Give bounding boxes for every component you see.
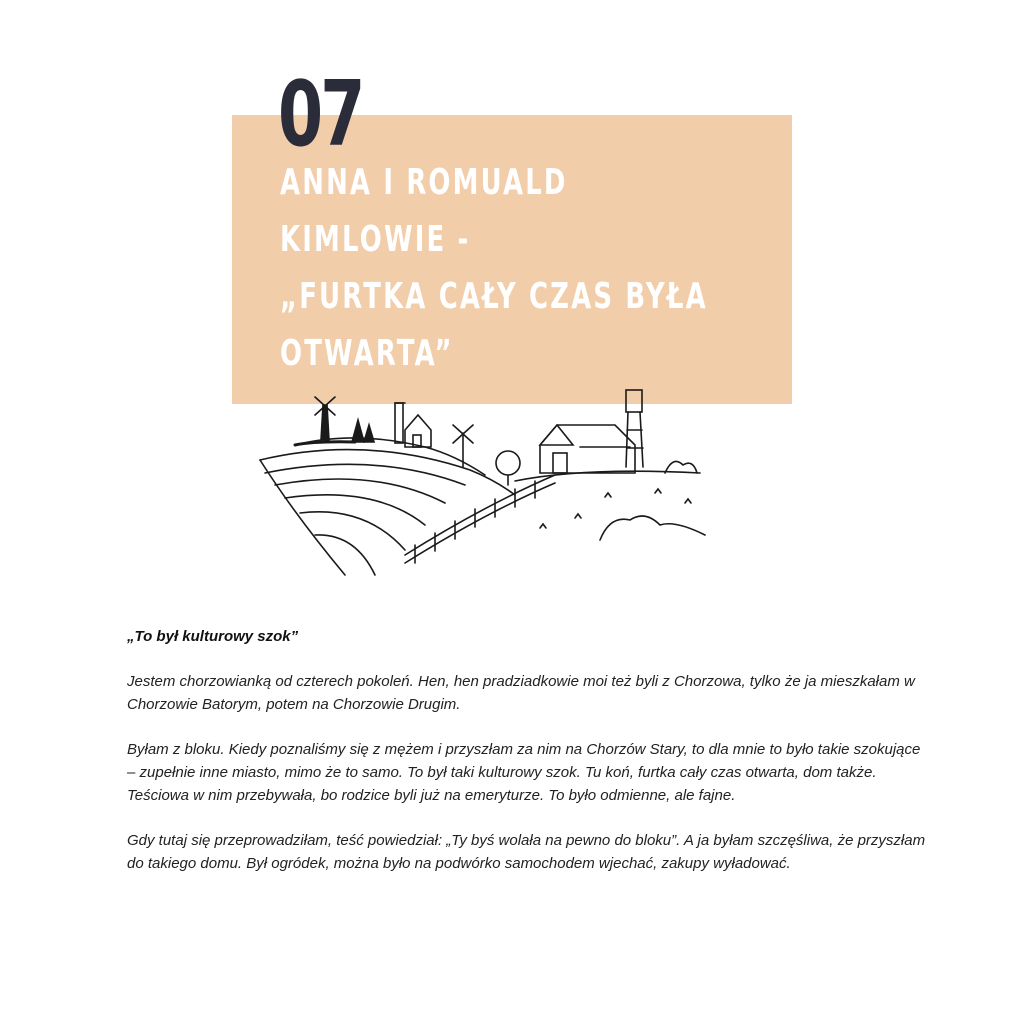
chapter-number: 07 <box>278 62 363 167</box>
barn-icon <box>540 425 635 473</box>
article-body <box>127 625 927 897</box>
title-line: „FURTKA CAŁY CZAS BYŁA <box>280 276 708 317</box>
chapter-title <box>280 154 708 382</box>
article-paragraph: Jestem chorzowianką od czterech pokoleń. Hen, hen pradziadkowie moi też byli z Chorzowa, tylko że ja mieszkałam w Chorzowie Batorym, potem na Chorzowie Drugim. <box>127 673 915 713</box>
article-subheading: „To był kulturowy szok” <box>127 628 299 645</box>
article-paragraph: Gdy tutaj się przeprowadziłam, teść powiedział: „Ty byś wolała na pewno do bloku”. A ja byłam szczęśliwa, że przyszłam do takiego domu. Był ogródek, można było na podwórko samochodem wjechać, zakupy wyładować. <box>127 832 926 872</box>
farm-landscape-icon <box>255 385 715 580</box>
barn-small-icon <box>405 415 431 447</box>
title-line: OTWARTA” <box>280 333 454 374</box>
windmill-icon <box>453 425 473 467</box>
windmill-icon <box>315 397 335 440</box>
title-line: ANNA I ROMUALD <box>280 162 568 203</box>
title-line: KIMLOWIE - <box>280 219 471 260</box>
article-paragraph: Byłam z bloku. Kiedy poznaliśmy się z mężem i przyszłam za nim na Chorzów Stary, to dla mnie to było takie szokujące – zupełnie inne miasto, mimo że to samo. To był taki kulturowy szok. Tu koń, furtka cały czas otwarta, dom także. Teściowa w nim przebywała, bo rodzice byli już na emeryturze. To było odmienne, ale fajne. <box>127 741 921 804</box>
